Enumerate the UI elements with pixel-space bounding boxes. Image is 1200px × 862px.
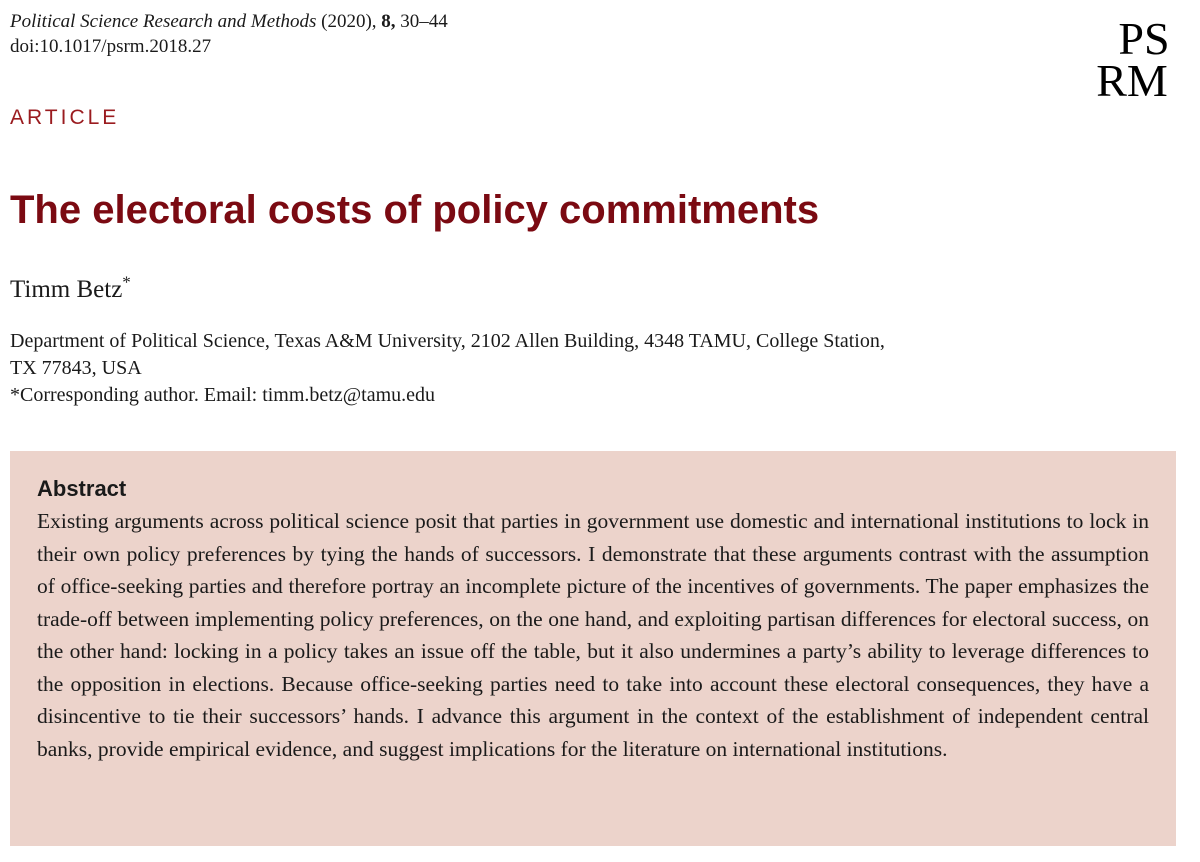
abstract-text: Existing arguments across political science posit that parties in government use domestic and international institutions to lock in their own policy preferences by tying the hands of successors. I demonstrate that these arguments contrast with the assumption of office-seeking parties and therefore portray an incomplete picture of the incentives of governments. The paper emphasizes the trade-off between implementing policy preferences, on the one hand, and exploiting partisan differences for electoral success, on the other hand: locking in a policy takes an issue off the table, but it also undermines a party’s ability to leverage differences to the opposition in elections. Because office-seeking parties need to take into account these electoral consequences, they have a disincentive to tie their successors’ hands. I advance this argument in the context of the establishment of independent central banks, provide empirical evidence, and suggest implications for the literature on international institutions. [37, 509, 1149, 761]
corresponding-author: *Corresponding author. Email: timm.betz@tamu.edu [10, 384, 436, 406]
affiliation [10, 328, 1070, 409]
journal-volume: 8, [381, 11, 396, 32]
affiliation-line-1: Department of Political Science, Texas A&M University, 2102 Allen Building, 4348 TAMU, College Station, [10, 330, 885, 352]
abstract-heading: Abstract [37, 476, 127, 501]
doi: doi:10.1017/psrm.2018.27 [10, 36, 212, 57]
abstract-box [10, 451, 1176, 846]
author-marker: * [122, 272, 131, 292]
author [10, 272, 131, 305]
affiliation-line-2: TX 77843, USA [10, 357, 142, 379]
journal-citation [10, 10, 448, 34]
journal-year: (2020), [321, 11, 377, 32]
psrm-logo [1086, 8, 1178, 100]
author-name: Timm Betz [10, 276, 123, 303]
journal-name: Political Science Research and Methods [10, 11, 317, 32]
journal-pages: 30–44 [400, 11, 448, 32]
article-type-label: ARTICLE [10, 106, 120, 129]
logo-top-text: PS [1118, 13, 1170, 64]
paper-title: The electoral costs of policy commitments [10, 188, 820, 232]
logo-bottom-text: RM [1096, 55, 1168, 100]
